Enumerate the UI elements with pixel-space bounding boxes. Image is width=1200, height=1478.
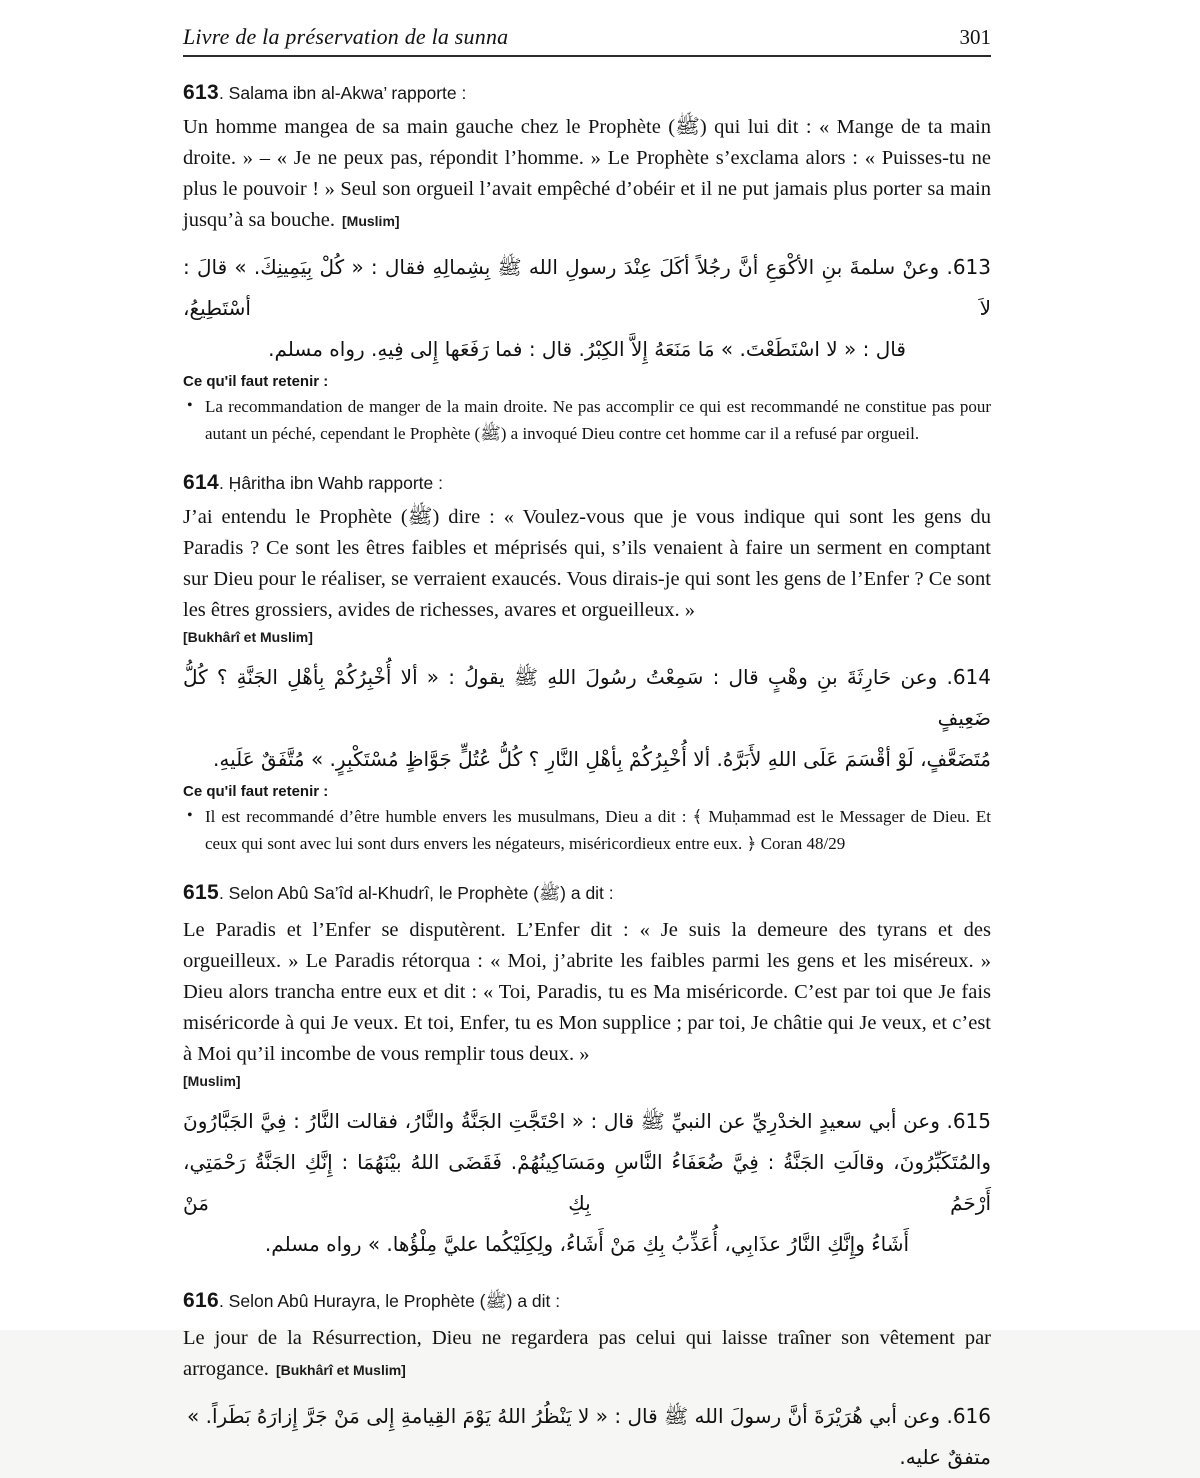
hadith-arabic-text	[183, 1396, 991, 1478]
page-header	[183, 24, 991, 50]
french-text: Le jour de la Résurrection, Dieu ne regardera pas celui qui laisse traîner son vêtement par arrogance.	[183, 1327, 991, 1380]
hadith-french-text	[183, 915, 991, 1070]
arabic-line: 616. وعن أبي هُرَيْرَةَ أنَّ رسولَ الله ﷺ قال : « لا يَنْظُرُ اللهُ يَوْمَ القِيامةِ إِلى مَنْ جَرَّ إِزارَهُ بَطَراً. » متفقٌ عليه.	[187, 1404, 991, 1469]
hadith-arabic-text	[183, 657, 991, 780]
note-item: • Il est recommandé d’être humble envers les musulmans, Dieu a dit : ﴾ Muḥammad est le Messager de Dieu. Et ceux qui sont avec lui sont durs envers les négateurs, miséricordieux entre eux. ﴿ Coran 48/29	[183, 803, 991, 857]
hadith-narrator: . Selon Abû Sa’îd al-Khudrî, le Prophète (ﷺ) a dit :	[218, 883, 614, 903]
hadith-section	[183, 81, 991, 447]
hadith-section	[183, 1289, 991, 1478]
french-text: J’ai entendu le Prophète (ﷺ) dire : « Voulez-vous que je vous indique qui sont les gens du Paradis ? Ce sont les êtres faibles et méprisés qui, s’ils venaient à faire un serment en comptant sur Dieu pour le réaliser, se verraient exaucés. Vous dirais-je qui sont les gens de l’Enfer ? Ce sont les êtres grossiers, avides de richesses, avares et orgueilleux. »	[183, 506, 992, 621]
source-tag: [Muslim]	[183, 1073, 241, 1089]
retenir-block	[183, 373, 991, 447]
hadith-french-text	[183, 502, 991, 626]
header-rule	[183, 55, 991, 57]
retenir-label: Ce qu'il faut retenir :	[183, 373, 329, 390]
hadith-section	[183, 881, 991, 1265]
source-tag: [Bukhârî et Muslim]	[275, 1362, 406, 1378]
hadith-number: 615	[183, 881, 219, 904]
french-text: Un homme mangea de sa main gauche chez le Prophète (ﷺ) qui lui dit : « Mange de ta main droite. » – « Je ne peux pas, répondit l’homme. » Le Prophète s’exclama alors : « Puisses-tu ne plus le pouvoir ! » Seul son orgueil l’avait empêché d’obéir et il ne put jamais plus porter sa main jusqu’à sa bouche.	[183, 116, 992, 231]
source-tag: [Muslim]	[342, 213, 400, 229]
arabic-line: قال : « لا اسْتَطَعْتَ. » مَا مَنَعَهُ إِلاَّ الكِبْرُ. قال : فما رَفَعَها إِلى فِيهِ. رواه مسلم.	[268, 337, 906, 361]
hadith-narrator: . Selon Abû Hurayra, le Prophète (ﷺ) a dit :	[218, 1291, 561, 1311]
retenir-label: Ce qu'il faut retenir :	[183, 783, 329, 800]
hadith-number: 616	[183, 1289, 219, 1312]
hadith-arabic-text	[183, 1101, 991, 1265]
hadith-list	[183, 81, 991, 1478]
french-text: Le Paradis et l’Enfer se disputèrent. L’Enfer dit : « Je suis la demeure des tyrans et des orgueilleux. » Le Paradis rétorqua : « Moi, j’abrite les faibles parmi les gens et les miséreux. » Dieu alors trancha entre eux et dit : « Toi, Paradis, tu es Ma miséricorde. C’est par toi que Je fais miséricorde à qui Je veux. Et toi, Enfer, tu es Mon supplice ; par toi, Je châtie qui Je veux, et c’est à Moi qu’il incombe de vous remplir tous deux. »	[183, 919, 991, 1065]
hadith-french-text	[183, 112, 991, 237]
hadith-narrator: . Ḥâritha ibn Wahb rapporte :	[218, 473, 444, 493]
hadith-heading	[183, 881, 991, 908]
page-content	[183, 0, 991, 1478]
hadith-heading	[183, 81, 991, 105]
page-number: 301	[959, 25, 991, 49]
book-title: Livre de la préservation de la sunna	[183, 24, 509, 49]
arabic-line: مُتَضَعَّفٍ، لَوْ أقْسَمَ عَلَى اللهِ لأَبَرَّهُ. ألا أُخْبِرُكُمْ بِأهْلِ النَّارِ ؟ كُلُّ عُتُلٍّ جَوَّاظٍ مُسْتَكْبِرٍ. » مُتَّفَقٌ عَلَيهِ.	[213, 747, 991, 771]
hadith-heading	[183, 1289, 991, 1316]
arabic-line: أَشَاءُ وإِنَّكِ النَّارُ عذَابِي، أُعَذِّبُ بِكِ مَنْ أَشَاءُ، ولِكِلَيْكُما عليَّ مِلْؤُها. » رواه مسلم.	[264, 1232, 910, 1256]
source-tag: [Bukhârî et Muslim]	[183, 629, 313, 645]
arabic-line: 614. وعن حَارِثَةَ بنِ وهْبٍ قال : سَمِعْتُ رسُولَ اللهِ ﷺ يقولُ : « ألا أُخْبِرُكُمْ بِأهْلِ الجَنَّةِ ؟ كُلُّ ضَعِيفٍ	[183, 665, 991, 730]
note-item: • La recommandation de manger de la main droite. Ne pas accomplir ce qui est recommandé ne constitue pas pour autant un péché, cependant le Prophète (ﷺ) a invoqué Dieu contre cet homme car il a refusé par orgueil.	[183, 393, 991, 447]
hadith-french-text	[183, 1323, 991, 1386]
arabic-line: 613. وعنْ سلمةَ بنِ الأكْوَعِ أنَّ رجُلاً أكَلَ عِنْدَ رسولِ الله ﷺ بِشِمالِهِ فقال : « كُلْ بِيَمِينِكَ. » قالَ : لاَ أسْتَطِيعُ،	[183, 255, 991, 320]
notes-list	[183, 393, 991, 447]
hadith-heading	[183, 471, 991, 495]
hadith-narrator: . Salama ibn al-Akwa’ rapporte :	[218, 83, 467, 103]
hadith-section	[183, 471, 991, 857]
hadith-number: 613	[183, 81, 219, 104]
hadith-arabic-text	[183, 247, 991, 370]
notes-list	[183, 803, 991, 857]
hadith-number: 614	[183, 471, 219, 494]
arabic-line: 615. وعن أبي سعيدٍ الخدْرِيِّ عن النبيِّ ﷺ قال : « احْتَجَّتِ الجَنَّةُ والنَّارُ، فقالت النَّارُ : فِيَّ الجَبَّارُونَ	[183, 1109, 991, 1133]
arabic-line: والمُتَكَبِّرُونَ، وقالَتِ الجَنَّةُ : فِيَّ ضُعَفَاءُ النَّاسِ ومَسَاكِينُهُمْ. فَقَضَى اللهُ بيْنَهُمَا : إِنَّكِ الجَنَّةُ رَحْمَتِي، أَرْحَمُ بِكِ مَنْ	[183, 1150, 991, 1215]
retenir-block	[183, 783, 991, 857]
